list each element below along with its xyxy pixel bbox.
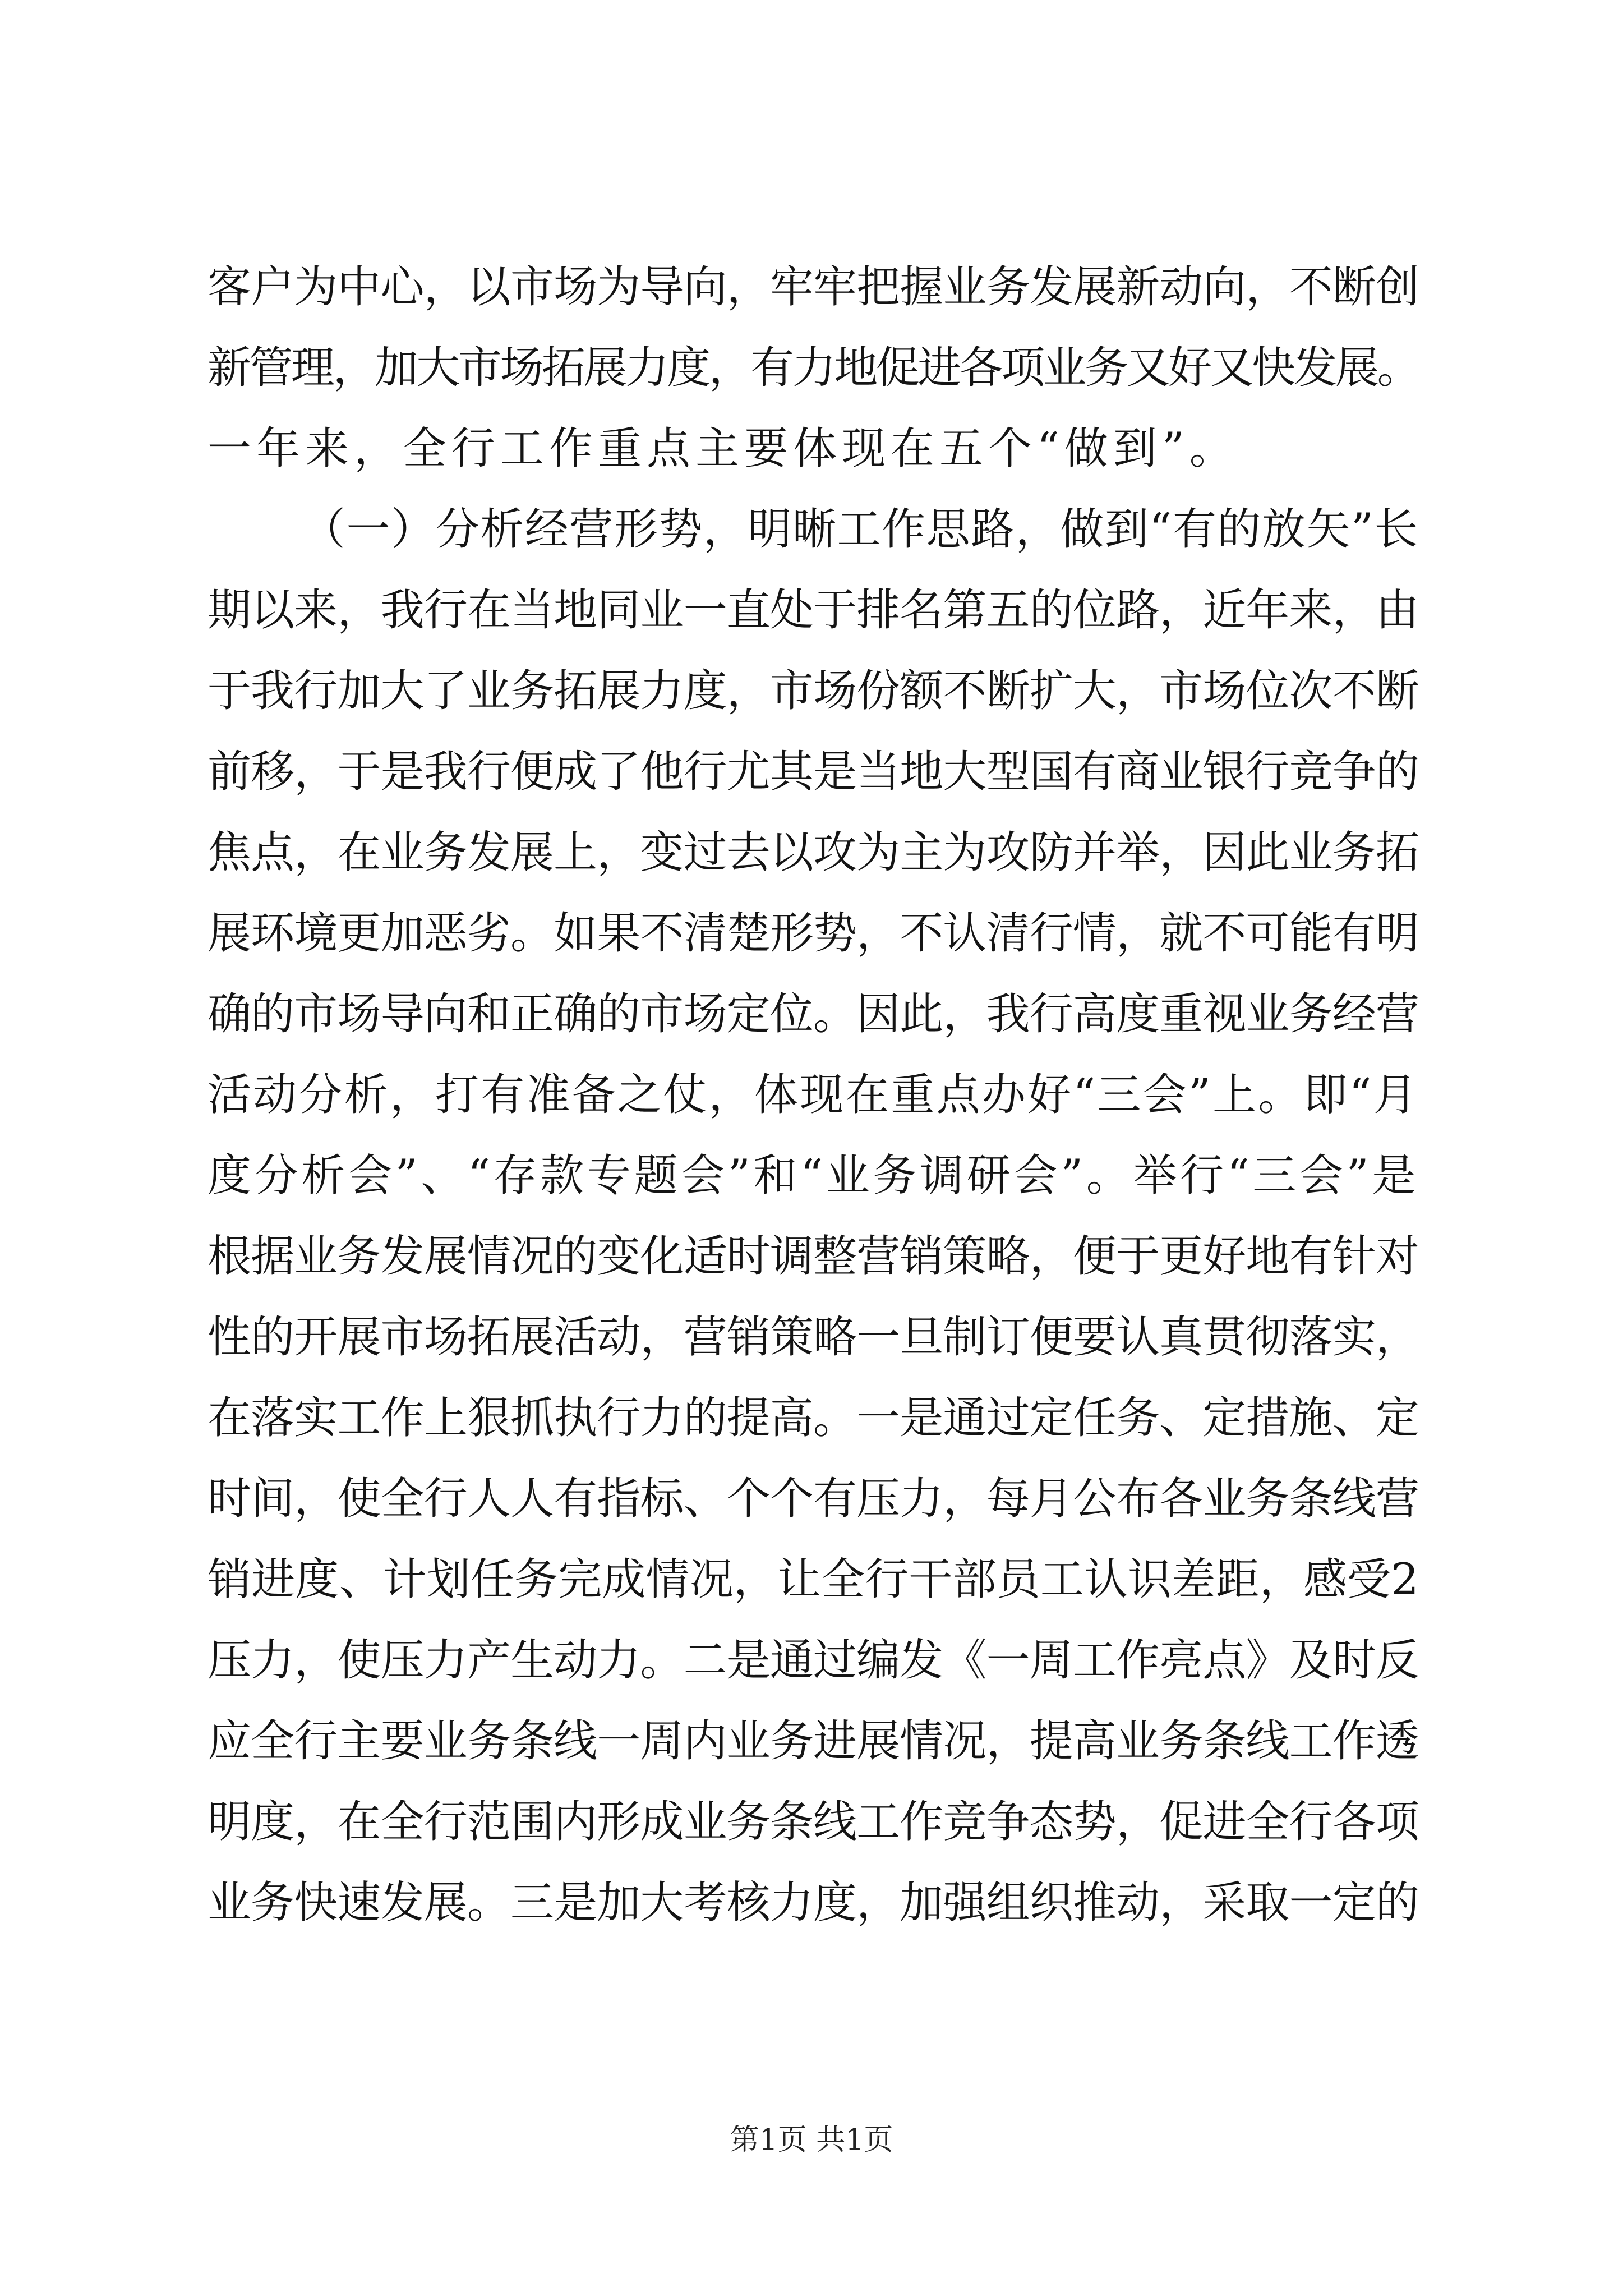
text-line: 确的市场导向和正确的市场定位。因此，我行高度重视业务经营 [208, 989, 1419, 1039]
text-line: 在落实工作上狠抓执行力的提高。一是通过定任务、定措施、定 [208, 1393, 1419, 1443]
text-line: 根据业务发展情况的变化适时调整营销策略，便于更好地有针对 [208, 1231, 1419, 1282]
text-line: 销进度、计划任务完成情况，让全行干部员工认识差距，感受2 [208, 1554, 1419, 1605]
page-footer [0, 2120, 1623, 2160]
text-line: 一年来，全行工作重点主要体现在五个“做到”。 [208, 424, 1238, 474]
text-line: 期以来，我行在当地同业一直处于排名第五的位路，近年来，由 [208, 585, 1419, 636]
body-text [208, 247, 1419, 1943]
text-line: 业务快速发展。三是加大考核力度，加强组织推动，采取一定的 [208, 1878, 1419, 1928]
text-line: 时间，使全行人人有指标、个个有压力，每月公布各业务条线营 [208, 1474, 1419, 1524]
text-line: 展环境更加恶劣。如果不清楚形势，不认清行情，就不可能有明 [208, 908, 1419, 959]
text-line: 于我行加大了业务拓展力度，市场份额不断扩大，市场位次不断 [208, 666, 1419, 716]
text-line: 前移，于是我行便成了他行尤其是当地大型国有商业银行竞争的 [208, 747, 1419, 797]
text-line: 明度，在全行范围内形成业务条线工作竞争态势，促进全行各项 [208, 1797, 1419, 1847]
text-line: 度分析会”、“存款专题会”和“业务调研会”。举行“三会”是 [208, 1151, 1419, 1201]
text-line: 压力，使压力产生动力。二是通过编发《一周工作亮点》及时反 [208, 1635, 1419, 1686]
text-line: 客户为中心，以市场为导向，牢牢把握业务发展新动向，不断创 [208, 262, 1419, 312]
page-number-label: 第1页 共1页 [730, 2123, 893, 2157]
section-heading-line: （一）分析经营形势，明晰工作思路，做到“有的放矢”长 [302, 504, 1419, 555]
text-line: 性的开展市场拓展活动，营销策略一旦制订便要认真贯彻落实， [208, 1312, 1419, 1363]
text-line: 活动分析，打有准备之仗，体现在重点办好“三会”上。即“月 [208, 1070, 1419, 1120]
text-line: 新管理，加大市场拓展力度，有力地促进各项业务又好又快发展。 [208, 343, 1419, 393]
text-line: 应全行主要业务条线一周内业务进展情况，提高业务条线工作透 [208, 1716, 1419, 1766]
text-line: 焦点，在业务发展上，变过去以攻为主为攻防并举，因此业务拓 [208, 827, 1419, 878]
